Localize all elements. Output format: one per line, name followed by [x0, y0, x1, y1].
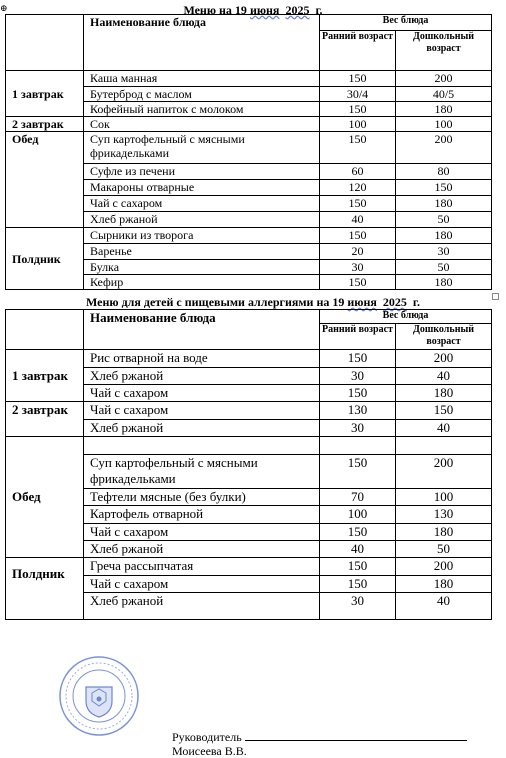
- preschool-weight-cell: 180: [396, 524, 492, 541]
- early-weight-cell: 150: [320, 524, 396, 541]
- meal-label: Обед: [6, 132, 84, 228]
- preschool-weight-cell: 40/5: [396, 87, 492, 102]
- preschool-weight-cell: 40: [396, 593, 492, 620]
- header-empty-cell: [6, 15, 84, 71]
- organization-seal-icon: [56, 655, 142, 737]
- dish-name-header: Наименование блюда: [84, 310, 320, 350]
- early-weight-cell: 30: [320, 420, 396, 437]
- weight-header: Вес блюда: [320, 15, 492, 31]
- dish-cell: Хлеб ржаной: [84, 593, 320, 620]
- early-weight-cell: 30: [320, 260, 396, 275]
- dish-cell: Кофейный напиток с молоком: [84, 102, 320, 117]
- preschool-weight-cell: 50: [396, 260, 492, 275]
- preschool-weight-cell: 180: [396, 385, 492, 402]
- preschool-weight-cell: 150: [396, 180, 492, 196]
- preschool-weight-cell: 40: [396, 420, 492, 437]
- dish-cell: Картофель отварной: [84, 506, 320, 524]
- preschool-weight-cell: 100: [396, 489, 492, 506]
- early-weight-cell: 150: [320, 576, 396, 593]
- preschool-weight-cell: 180: [396, 196, 492, 212]
- dish-cell: Суфле из печени: [84, 164, 320, 180]
- early-weight-cell: 150: [320, 228, 396, 244]
- early-weight-cell: 130: [320, 402, 396, 420]
- early-weight-cell: 150: [320, 385, 396, 402]
- preschool-weight-cell: 130: [396, 506, 492, 524]
- dish-cell: Суп картофельный с мясными фрикадельками: [84, 132, 320, 164]
- dish-cell: Каша манная: [84, 71, 320, 87]
- early-weight-cell: 150: [320, 350, 396, 368]
- preschool-weight-cell: 200: [396, 350, 492, 368]
- signatory-name: Моисеева В.В.: [172, 744, 247, 758]
- meal-label: Обед: [6, 437, 84, 558]
- early-weight-cell: 60: [320, 164, 396, 180]
- preschool-weight-cell: 200: [396, 132, 492, 164]
- preschool-weight-cell: 50: [396, 212, 492, 228]
- meal-label: 1 завтрак: [6, 350, 84, 402]
- dish-cell: Чай с сахаром: [84, 385, 320, 402]
- preschool-weight-cell: 180: [396, 576, 492, 593]
- early-weight-cell: [320, 437, 396, 455]
- signatory-label: Руководитель: [172, 730, 242, 744]
- preschool-weight-cell: 200: [396, 71, 492, 87]
- dish-cell: Суп картофельный с мясными фрикадельками: [84, 455, 320, 489]
- early-weight-cell: 30: [320, 368, 396, 385]
- early-weight-cell: 150: [320, 71, 396, 87]
- dish-cell: Греча рассыпчатая: [84, 558, 320, 576]
- dish-cell: Бутерброд с маслом: [84, 87, 320, 102]
- early-weight-cell: 30: [320, 593, 396, 620]
- preschool-weight-cell: 180: [396, 102, 492, 117]
- preschool-weight-cell: 80: [396, 164, 492, 180]
- early-age-header: Ранний возраст: [320, 324, 396, 350]
- early-weight-cell: 150: [320, 558, 396, 576]
- table-move-handle-icon[interactable]: ⊕: [0, 3, 8, 13]
- early-weight-cell: 150: [320, 102, 396, 117]
- dish-cell: Хлеб ржаной: [84, 368, 320, 385]
- preschool-weight-cell: 200: [396, 455, 492, 489]
- preschool-weight-cell: 180: [396, 275, 492, 290]
- preschool-weight-cell: 200: [396, 558, 492, 576]
- dish-cell: Хлеб ржаной: [84, 212, 320, 228]
- dish-cell: Варенье: [84, 244, 320, 260]
- preschool-weight-cell: 50: [396, 541, 492, 558]
- preschool-weight-cell: 40: [396, 368, 492, 385]
- dish-cell: Тефтели мясные (без булки): [84, 489, 320, 506]
- preschool-weight-cell: 30: [396, 244, 492, 260]
- early-weight-cell: 100: [320, 506, 396, 524]
- dish-cell: Чай с сахаром: [84, 524, 320, 541]
- early-weight-cell: 150: [320, 196, 396, 212]
- dish-cell: Хлеб ржаной: [84, 541, 320, 558]
- meal-label: 1 завтрак: [6, 71, 84, 117]
- early-weight-cell: 40: [320, 212, 396, 228]
- early-weight-cell: 150: [320, 455, 396, 489]
- signature-blank: [245, 729, 467, 741]
- preschool-age-header: Дошкольный возраст: [396, 324, 492, 350]
- dish-cell: Сырники из творога: [84, 228, 320, 244]
- dish-cell: Кефир: [84, 275, 320, 290]
- dish-name-header: Наименование блюда: [84, 15, 320, 71]
- dish-cell: Булка: [84, 260, 320, 275]
- allergy-menu-title: Меню для детей с пищевыми аллергиями на 19 июня 2025 г.: [86, 295, 420, 309]
- early-weight-cell: 120: [320, 180, 396, 196]
- early-weight-cell: 40: [320, 541, 396, 558]
- weight-header: Вес блюда: [320, 310, 492, 324]
- dish-cell: Рис отварной на воде: [84, 350, 320, 368]
- dish-cell: Макароны отварные: [84, 180, 320, 196]
- dish-cell: Чай с сахаром: [84, 196, 320, 212]
- preschool-weight-cell: 100: [396, 117, 492, 132]
- early-weight-cell: 150: [320, 132, 396, 164]
- dish-cell: Чай с сахаром: [84, 402, 320, 420]
- menu-title: Меню на 19 июня 2025 г.: [183, 3, 323, 17]
- dish-cell: Хлеб ржаной: [84, 420, 320, 437]
- preschool-weight-cell: 150: [396, 402, 492, 420]
- header-empty-cell: [6, 310, 84, 350]
- meal-label: Полдник: [6, 228, 84, 290]
- allergy-menu-table: [5, 309, 492, 620]
- preschool-weight-cell: [396, 437, 492, 455]
- early-weight-cell: 70: [320, 489, 396, 506]
- early-weight-cell: 150: [320, 275, 396, 290]
- early-age-header: Ранний возраст: [320, 31, 396, 71]
- meal-label: 2 завтрак: [6, 117, 84, 132]
- menu-table: [5, 14, 492, 290]
- dish-cell: [84, 437, 320, 455]
- preschool-age-header: Дошкольный возраст: [396, 31, 492, 71]
- preschool-weight-cell: 180: [396, 228, 492, 244]
- dish-cell: Сок: [84, 117, 320, 132]
- meal-label: Полдник: [6, 558, 84, 620]
- early-weight-cell: 20: [320, 244, 396, 260]
- early-weight-cell: 100: [320, 117, 396, 132]
- early-weight-cell: 30/4: [320, 87, 396, 102]
- dish-cell: Чай с сахаром: [84, 576, 320, 593]
- meal-label: 2 завтрак: [6, 402, 84, 437]
